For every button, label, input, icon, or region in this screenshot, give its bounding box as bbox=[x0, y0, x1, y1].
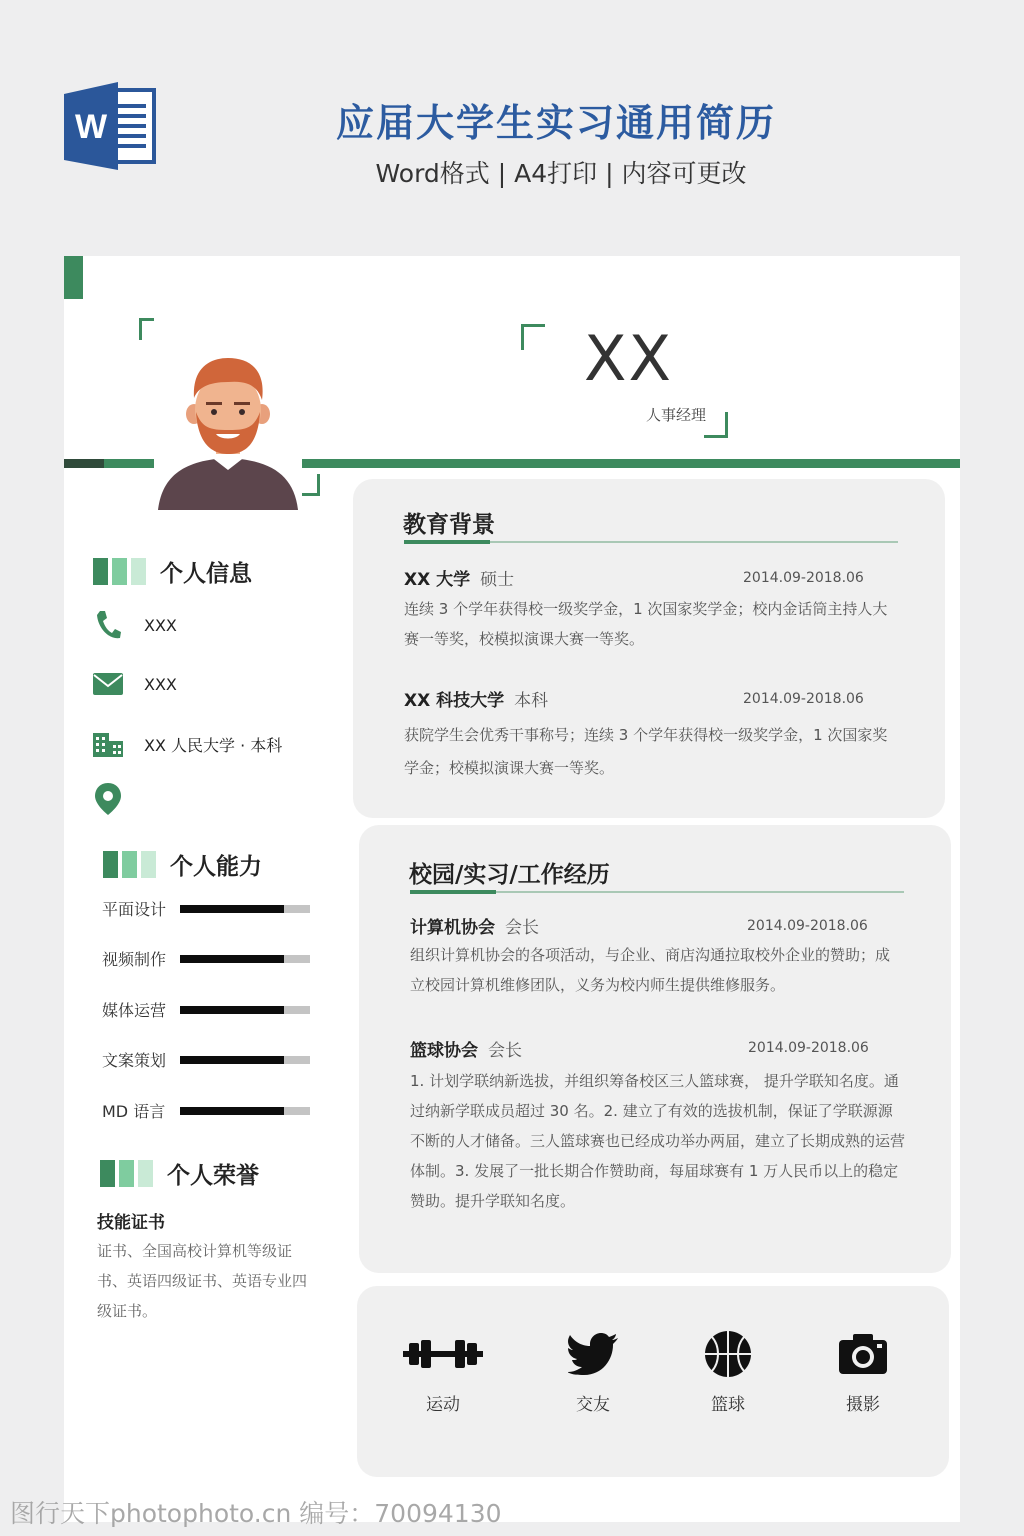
education-degree: 本科 bbox=[514, 691, 549, 711]
education-entry-head bbox=[404, 686, 548, 711]
section-marker-bars bbox=[103, 851, 156, 878]
experience-role: 会长 bbox=[505, 918, 539, 938]
skills-heading bbox=[103, 848, 262, 881]
skill-bar-fill bbox=[180, 1107, 284, 1115]
skill-row bbox=[102, 897, 312, 920]
section-marker-bars bbox=[100, 1160, 153, 1187]
education-entry-head bbox=[404, 565, 514, 590]
skill-row bbox=[102, 1048, 312, 1071]
hobby-item bbox=[388, 1326, 498, 1415]
name-bracket-bottom-right bbox=[704, 412, 728, 438]
name-bracket-top-left bbox=[521, 324, 545, 350]
building-icon bbox=[92, 728, 124, 760]
skill-bar bbox=[180, 905, 310, 913]
experience-card bbox=[359, 825, 951, 1273]
skill-label: 文案策划 bbox=[102, 1051, 167, 1070]
honors-subtitle: 技能证书 bbox=[97, 1213, 165, 1233]
experience-entry-head bbox=[410, 1036, 522, 1061]
banner-subtitle: Word格式 | A4打印 | 内容可更改 bbox=[375, 159, 747, 188]
personal-info-heading bbox=[93, 555, 252, 588]
hobby-item bbox=[673, 1326, 783, 1415]
hobbies-card bbox=[357, 1286, 949, 1477]
info-email bbox=[92, 668, 177, 700]
skill-label: MD 语言 bbox=[102, 1102, 166, 1121]
watermark-text: 图行天下photophoto.cn 编号：70094130 bbox=[10, 1499, 502, 1528]
skill-bar-fill bbox=[180, 955, 284, 963]
skill-row bbox=[102, 998, 312, 1021]
phone-icon bbox=[92, 609, 124, 641]
hobby-label: 摄影 bbox=[846, 1395, 880, 1415]
honors-title: 个人荣誉 bbox=[167, 1163, 259, 1189]
skill-row bbox=[102, 1099, 312, 1122]
hobby-label: 交友 bbox=[576, 1395, 610, 1415]
honors-heading bbox=[100, 1157, 259, 1190]
skill-label: 平面设计 bbox=[102, 900, 167, 919]
experience-role: 会长 bbox=[488, 1041, 522, 1061]
education-card bbox=[353, 479, 945, 818]
skill-label: 视频制作 bbox=[102, 950, 167, 969]
education-desc: 获院学生会优秀干事称号；连续 3 个学年获得校一级奖学金，1 次国家奖学金；校模拟演课大赛一等奖。 bbox=[404, 726, 888, 777]
candidate-role: 人事经理 bbox=[646, 406, 707, 424]
personal-info-title: 个人信息 bbox=[160, 561, 252, 587]
education-desc: 连续 3 个学年获得校一级奖学金，1 次国家奖学金；校内金话筒主持人大赛一等奖，校模拟演课大赛一等奖。 bbox=[404, 600, 888, 648]
basketball-icon bbox=[673, 1326, 783, 1382]
skills-title: 个人能力 bbox=[170, 854, 262, 880]
skill-bar-fill bbox=[180, 905, 284, 913]
experience-desc: 组织计算机协会的各项活动，与企业、商店沟通拉取校外企业的赞助；成立校园计算机维修团队，义务为校内师生提供维修服务。 bbox=[410, 946, 891, 994]
skill-label: 媒体运营 bbox=[102, 1001, 167, 1020]
experience-date: 2014.09-2018.06 bbox=[748, 1040, 869, 1056]
candidate-name: XX bbox=[584, 322, 673, 395]
info-location bbox=[92, 783, 144, 815]
experience-date: 2014.09-2018.06 bbox=[747, 918, 868, 934]
camera-icon bbox=[808, 1326, 918, 1382]
location-pin-icon bbox=[92, 783, 124, 815]
skill-bar-fill bbox=[180, 1006, 284, 1014]
hobby-item bbox=[808, 1326, 918, 1415]
experience-desc: 1. 计划学联纳新选拔，并组织筹备校区三人篮球赛， 提升学联知名度。通过纳新学联成员超过 30 名。2. 建立了有效的选拔机制，保证了学联源源不断的人才储备。三人篮球赛也已经成功举办两届，建立了长期成熟的运营体制。3. 发展了一批长期合作赞助商，每届球赛有 1 万人民币以上的稳定赞助。提升学联知名度。 bbox=[410, 1072, 906, 1210]
skill-bar bbox=[180, 1056, 310, 1064]
info-school bbox=[92, 728, 282, 760]
mail-icon bbox=[92, 668, 124, 700]
skill-bar bbox=[180, 1006, 310, 1014]
corner-accent-block bbox=[64, 256, 83, 299]
skill-bar-fill bbox=[180, 1056, 284, 1064]
education-date: 2014.09-2018.06 bbox=[743, 570, 864, 586]
info-phone bbox=[92, 609, 177, 641]
hobby-item bbox=[538, 1326, 648, 1415]
skill-bar bbox=[180, 955, 310, 963]
education-title-rule bbox=[404, 541, 898, 543]
education-degree: 硕士 bbox=[480, 570, 515, 590]
skill-bar bbox=[180, 1107, 310, 1115]
dumbbell-icon bbox=[388, 1326, 498, 1382]
section-marker-bars bbox=[93, 558, 146, 585]
school-value: XX 人民大学 · 本科 bbox=[144, 735, 283, 755]
hobby-label: 运动 bbox=[426, 1395, 460, 1415]
education-org: XX 科技大学 bbox=[404, 691, 505, 711]
experience-title: 校园/实习/工作经历 bbox=[409, 862, 610, 888]
avatar bbox=[154, 318, 302, 510]
phone-value: XXX bbox=[144, 615, 177, 635]
word-icon-letter: W bbox=[74, 108, 108, 146]
education-org: XX 大学 bbox=[404, 570, 471, 590]
education-title: 教育背景 bbox=[403, 512, 495, 538]
experience-org: 篮球协会 bbox=[410, 1041, 478, 1061]
experience-org: 计算机协会 bbox=[410, 918, 495, 938]
header-rule-dark bbox=[64, 459, 104, 468]
banner-title: 应届大学生实习通用简历 bbox=[335, 101, 776, 145]
photo-bracket-bottom-right bbox=[302, 474, 320, 496]
education-date: 2014.09-2018.06 bbox=[743, 691, 864, 707]
experience-entry-head bbox=[410, 913, 539, 938]
twitter-bird-icon bbox=[538, 1326, 648, 1382]
experience-title-rule bbox=[410, 891, 904, 893]
hobby-label: 篮球 bbox=[711, 1395, 745, 1415]
email-value: XXX bbox=[144, 674, 177, 694]
skill-row bbox=[102, 947, 312, 970]
honors-text: 证书、全国高校计算机等级证书、英语四级证书、英语专业四级证书。 bbox=[97, 1242, 308, 1320]
